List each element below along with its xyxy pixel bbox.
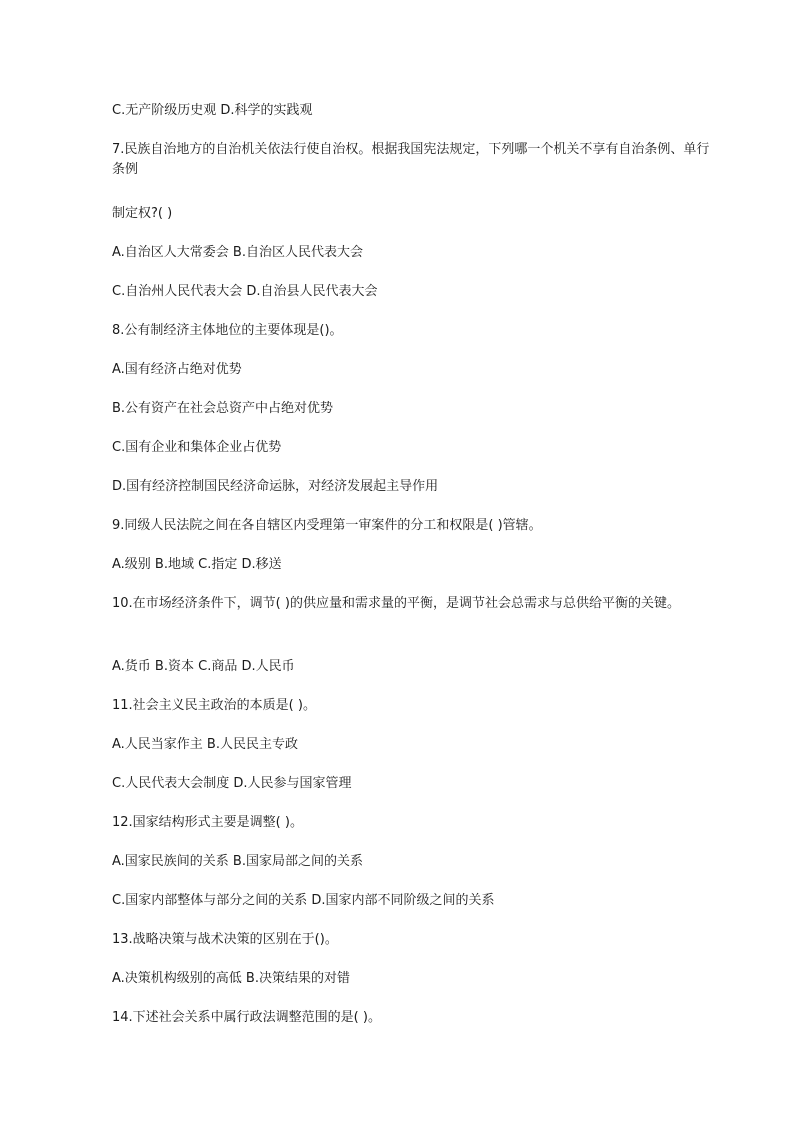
question-9: 9.同级人民法院之间在各自辖区内受理第一审案件的分工和权限是( )管辖。	[112, 518, 542, 533]
question-8: 8.公有制经济主体地位的主要体现是()。	[112, 323, 343, 338]
option-line: C.国家内部整体与部分之间的关系 D.国家内部不同阶级之间的关系	[112, 893, 495, 908]
option-line: A.国有经济占绝对优势	[112, 362, 242, 377]
option-line: C.自治州人民代表大会 D.自治县人民代表大会	[112, 284, 378, 299]
option-line: A.级别 B.地域 C.指定 D.移送	[112, 557, 282, 572]
question-14: 14.下述社会关系中属行政法调整范围的是( )。	[112, 1010, 381, 1025]
question-13: 13.战略决策与战术决策的区别在于()。	[112, 932, 338, 947]
option-line: D.国有经济控制国民经济命运脉，对经济发展起主导作用	[112, 479, 439, 494]
option-line: C.无产阶级历史观 D.科学的实践观	[112, 103, 313, 118]
question-10: 10.在市场经济条件下，调节( )的供应量和需求量的平衡，是调节社会总需求与总供给平衡的关键。	[112, 596, 680, 611]
question-7: 7.民族自治地方的自治机关依法行使自治权。根据我国宪法规定，下列哪一个机关不享有自治条例、单行条例	[112, 142, 710, 177]
question-11: 11.社会主义民主政治的本质是( )。	[112, 698, 316, 713]
option-line: A.国家民族间的关系 B.国家局部之间的关系	[112, 854, 363, 869]
option-line: A.自治区人大常委会 B.自治区人民代表大会	[112, 245, 363, 260]
option-line: B.公有资产在社会总资产中占绝对优势	[112, 401, 334, 416]
question-text: 制定权?( )	[112, 206, 173, 221]
option-line: A.决策机构级别的高低 B.决策结果的对错	[112, 971, 350, 986]
option-line: A.人民当家作主 B.人民民主专政	[112, 737, 298, 752]
option-line: A.货币 B.资本 C.商品 D.人民币	[112, 659, 295, 674]
option-line: C.人民代表大会制度 D.人民参与国家管理	[112, 776, 352, 791]
question-12: 12.国家结构形式主要是调整( )。	[112, 815, 303, 830]
option-line: C.国有企业和集体企业占优势	[112, 440, 282, 455]
